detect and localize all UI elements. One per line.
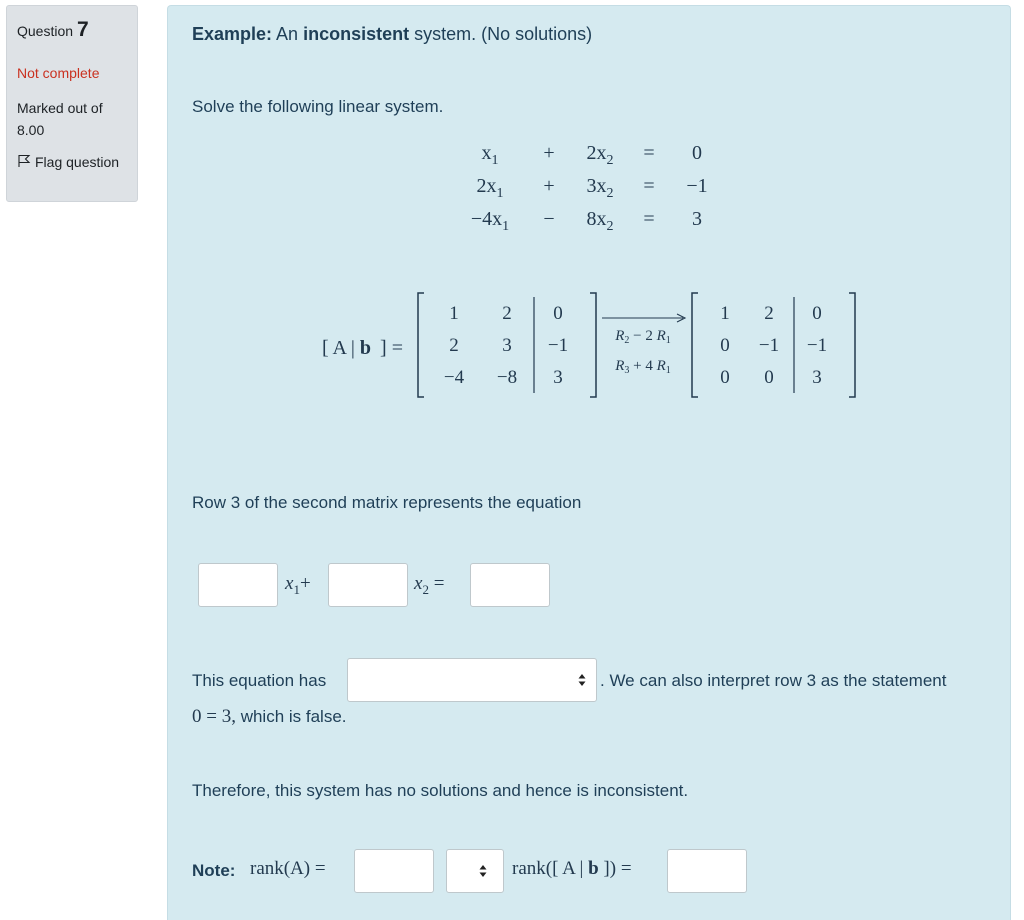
- flag-question-button[interactable]: [17, 151, 127, 173]
- system-term: $2x_1$: [476, 175, 504, 201]
- matrix-cell: 1: [449, 303, 459, 324]
- matrix-cell: 0: [812, 303, 822, 324]
- system-term: $x_1$: [481, 142, 499, 168]
- matrix-cell: −4: [443, 367, 465, 388]
- system-operator: +: [543, 142, 555, 164]
- matrix-reduced: [692, 293, 855, 397]
- matrix-cell: 3: [502, 335, 512, 356]
- system-rhs: 3: [692, 208, 702, 230]
- matrix-cell: 3: [812, 367, 822, 388]
- flag-icon: [17, 154, 31, 168]
- rhs-input[interactable]: [470, 563, 550, 607]
- note-label: Note:: [192, 861, 236, 880]
- x2-term: $x_2$ =: [414, 573, 445, 597]
- select-arrows-icon: [578, 673, 586, 687]
- matrix-original: [418, 293, 596, 397]
- matrix-cell: 2: [502, 303, 512, 324]
- rank-ab-label: rank([ A | b ]) =: [512, 858, 632, 879]
- matrix-cell: 3: [553, 367, 563, 388]
- matrix-cell: 2: [449, 335, 459, 356]
- question-state: Not complete: [17, 65, 100, 81]
- matrix-bracket-left: [418, 293, 424, 397]
- matrix-cell: 2: [764, 303, 774, 324]
- matrix-cell: −1: [806, 335, 828, 356]
- system-rhs: 0: [692, 142, 702, 164]
- question-info-panel: [6, 5, 138, 202]
- matrix-cell: 1: [720, 303, 730, 324]
- system-term: $2x_2$: [586, 142, 614, 168]
- instruction-text: Solve the following linear system.: [192, 97, 444, 116]
- row-operation-2: $R_3 + 4$ $R_1$: [615, 358, 671, 376]
- system-term: $8x_2$: [586, 208, 614, 234]
- row3-text: Row 3 of the second matrix represents the equation: [192, 493, 582, 512]
- rank-ab-input[interactable]: [667, 849, 747, 893]
- matrix-cell: −1: [547, 335, 569, 356]
- x1-term: $x_1+$: [285, 573, 311, 597]
- interpretation-text: . We can also interpret row 3 as the statement: [600, 671, 947, 690]
- conclusion-text: Therefore, this system has no solutions and hence is inconsistent.: [192, 781, 689, 800]
- system-term: $3x_2$: [586, 175, 614, 201]
- rank-a-label: rank(A) =: [250, 858, 326, 879]
- select-arrows-icon: [479, 864, 487, 878]
- matrix-bracket-left: [692, 293, 698, 397]
- system-equals: =: [643, 142, 655, 164]
- x2-coefficient-input[interactable]: [328, 563, 408, 607]
- question-grade: Marked out of 8.00: [17, 100, 103, 138]
- linear-system: [440, 135, 740, 240]
- has-text: This equation has: [192, 671, 327, 690]
- solution-count-select[interactable]: [347, 658, 597, 702]
- matrix-cell: 0: [553, 303, 563, 324]
- system-term: $-4x_1$: [470, 208, 510, 234]
- x1-coefficient-input[interactable]: [198, 563, 278, 607]
- flag-question-label: Flag question: [35, 154, 120, 170]
- matrix-bracket-right: [590, 293, 596, 397]
- augmented-label: [ A | b ] =: [322, 337, 403, 359]
- system-operator: +: [543, 175, 555, 197]
- rank-a-input[interactable]: [354, 849, 434, 893]
- augmented-matrix-reduction: [300, 285, 870, 410]
- matrix-bracket-right: [849, 293, 855, 397]
- comparison-select[interactable]: [446, 849, 504, 893]
- system-rhs: −1: [686, 175, 708, 197]
- system-operator: −: [543, 208, 555, 230]
- matrix-cell: 0: [764, 367, 774, 388]
- row-operation-1: $R_2 - 2$ $R_1$: [615, 328, 671, 346]
- matrix-cell: 0: [720, 367, 730, 388]
- system-equals: =: [643, 175, 655, 197]
- false-statement: 0 = 3, which is false.: [192, 706, 347, 727]
- matrix-cell: −1: [758, 335, 780, 356]
- system-equals: =: [643, 208, 655, 230]
- matrix-cell: 0: [720, 335, 730, 356]
- matrix-cell: −8: [496, 367, 518, 388]
- example-heading: Example: An inconsistent system. (No solutions): [192, 24, 593, 44]
- question-number: Question 7: [17, 18, 89, 41]
